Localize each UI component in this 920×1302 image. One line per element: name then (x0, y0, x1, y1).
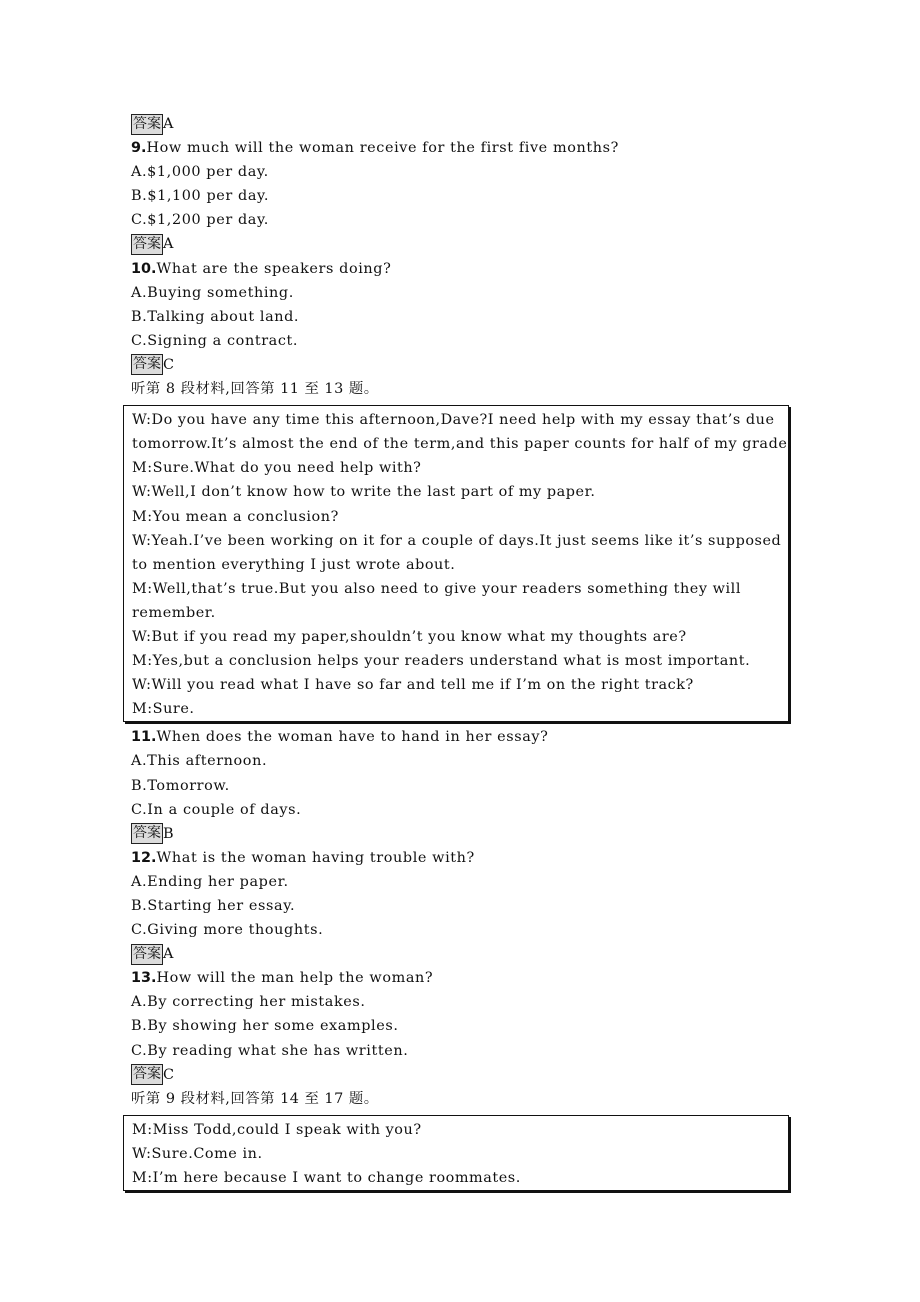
answer-value: C (163, 356, 175, 373)
transcript-line: W:Well,I don’t know how to write the last part of my paper. (132, 484, 596, 501)
answer-option: B.Starting her essay. (131, 898, 296, 914)
answer-badge: 答案 (131, 354, 163, 375)
transcript-line: remember. (132, 604, 216, 621)
answer-value: A (163, 946, 174, 963)
transcript-line: to mention everything I just wrote about. (132, 556, 456, 573)
answer-option: B.Talking about land. (131, 308, 300, 325)
question-text: When does the woman have to hand in her essay? (156, 729, 549, 746)
answer-option: C.$1,200 per day. (131, 212, 269, 229)
answer-line (131, 822, 801, 846)
transcript-line: W:But if you read my paper,shouldn’t you know what my thoughts are? (132, 628, 687, 645)
transcript-line: tomorrow.It’s almost the end of the term,and this paper counts for half of my grade. (132, 436, 793, 453)
transcript-line: M:Miss Todd,could I speak with you? (132, 1121, 422, 1138)
question-number: 9. (131, 140, 147, 157)
question-stem (131, 725, 801, 749)
answer-line (131, 1063, 801, 1087)
transcript-box (123, 1115, 789, 1191)
answer-option: A.This afternoon. (131, 753, 268, 770)
answer-option: B.By showing her some examples. (131, 1018, 399, 1035)
transcript-line: M:Well,that’s true.But you also need to give your readers something they will (132, 580, 741, 597)
question-text: What are the speakers doing? (156, 260, 392, 277)
question-stem (131, 136, 801, 160)
transcript-line: W:Yeah.I’ve been working on it for a couple of days.It just seems like it’s supposed (132, 532, 782, 549)
answer-option: C.In a couple of days. (131, 801, 302, 818)
answer-badge: 答案 (131, 944, 163, 965)
answer-option: A.Ending her paper. (131, 873, 289, 890)
answer-option: C.Signing a contract. (131, 332, 299, 349)
transcript-box (123, 405, 793, 722)
question-text: How much will the woman receive for the first five months? (146, 140, 619, 157)
answer-badge: 答案 (131, 234, 163, 255)
transcript-line: W:Will you read what I have so far and tell me if I’m on the right track? (132, 677, 694, 694)
question-stem (131, 257, 801, 281)
transcript-line: M:Sure.What do you need help with? (132, 460, 422, 477)
question-text: What is the woman having trouble with? (156, 849, 475, 866)
answer-line (131, 232, 801, 256)
transcript-line: M:Sure. (132, 701, 195, 718)
transcript-line: W:Do you have any time this afternoon,Dave?I need help with my essay that’s due (132, 412, 775, 429)
answer-value: A (163, 116, 174, 132)
answer-value: B (163, 825, 175, 842)
document-content (131, 112, 801, 1194)
transcript-line: M:Yes,but a conclusion helps your readers understand what is most important. (132, 653, 751, 670)
answer-line (131, 112, 801, 136)
answer-line (131, 942, 801, 966)
answer-badge: 答案 (131, 823, 163, 844)
answer-badge: 答案 (131, 1064, 163, 1085)
transcript-line: W:Sure.Come in. (132, 1145, 263, 1162)
question-stem (131, 966, 801, 990)
question-text: How will the man help the woman? (156, 970, 434, 987)
answer-option: A.$1,000 per day. (131, 164, 269, 181)
answer-badge: 答案 (131, 114, 163, 135)
transcript-line: M:I’m here because I want to change roommates. (132, 1170, 521, 1187)
answer-option: C.Giving more thoughts. (131, 922, 324, 939)
section-heading: 听第 8 段材料,回答第 11 至 13 题。 (131, 381, 379, 398)
question-number: 12. (131, 849, 157, 866)
question-stem (131, 846, 801, 870)
answer-option: A.By correcting her mistakes. (131, 994, 366, 1011)
question-number: 10. (131, 260, 157, 277)
question-number: 13. (131, 970, 157, 987)
answer-option: A.Buying something. (131, 284, 294, 301)
answer-line (131, 353, 801, 377)
answer-option: C.By reading what she has written. (131, 1042, 409, 1059)
answer-option: B.Tomorrow. (131, 777, 230, 794)
answer-option: B.$1,100 per day. (131, 188, 270, 205)
answer-value: A (163, 236, 174, 253)
question-number: 11. (131, 729, 157, 746)
transcript-line: M:You mean a conclusion? (132, 508, 339, 525)
section-heading: 听第 9 段材料,回答第 14 至 17 题。 (131, 1090, 379, 1107)
answer-value: C (163, 1066, 175, 1083)
